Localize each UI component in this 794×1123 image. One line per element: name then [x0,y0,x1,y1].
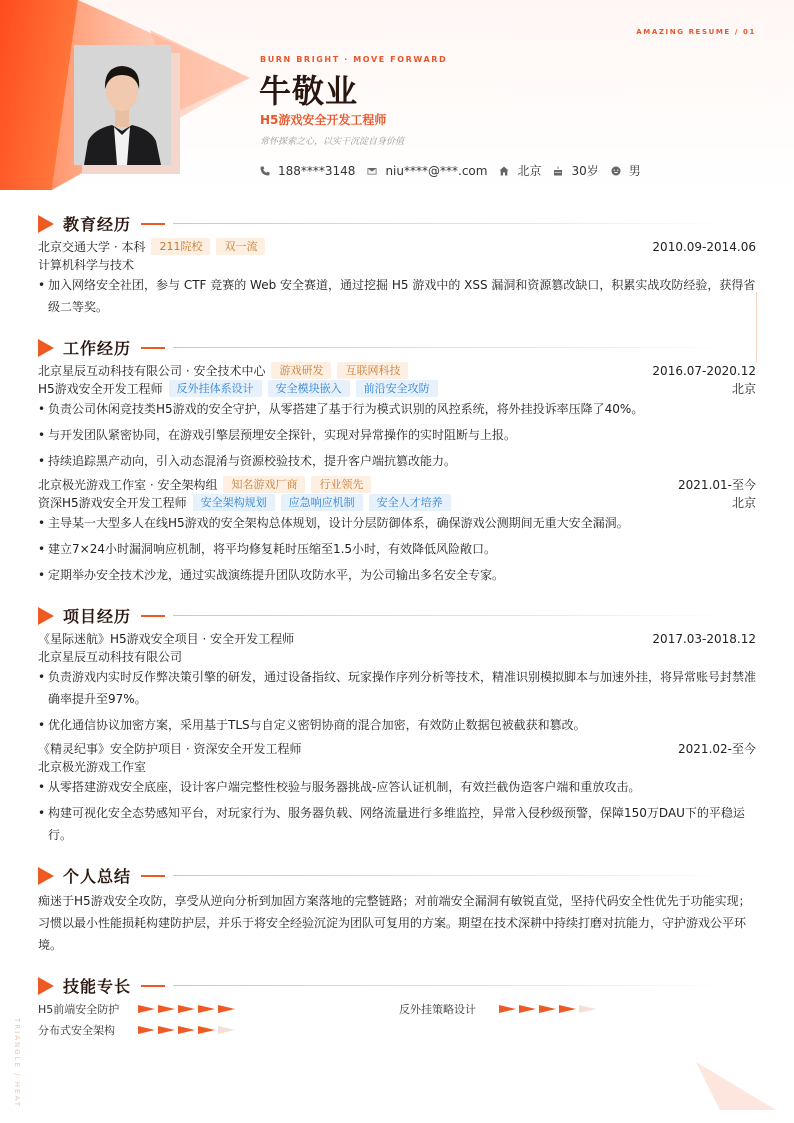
skill-level-triangle [579,1005,596,1013]
work-tag: 游戏研发 [271,362,331,379]
project-company: 北京星辰互动科技有限公司 [38,650,183,664]
section-dash [141,985,165,987]
skill-level-triangle [178,1026,195,1034]
section-flag-icon [38,867,54,885]
education-tag: 双一流 [216,238,265,255]
side-text: TRIANGLE / HEAT [13,1018,21,1108]
work-position: H5游戏安全开发工程师 [38,382,163,396]
profile-photo [74,45,171,165]
section-flag-icon [38,215,54,233]
mail-icon [367,166,377,176]
section-line [173,615,725,616]
skill-level-triangle [218,1026,235,1034]
education-major-row [38,256,756,273]
skill-level-triangle [198,1005,215,1013]
motto: BURN BRIGHT · MOVE FORWARD [260,55,448,64]
contact-email-text: niu****@***.com [385,163,488,178]
work-skill-tag: 安全人才培养 [369,494,451,511]
contact-list [260,162,653,179]
work-skill-tag: 反外挂体系设计 [169,380,262,397]
candidate-role: H5游戏安全开发工程师 [260,113,387,127]
corner-triangle-decoration [690,1060,794,1123]
slogan: 常怀探索之心，以实干沉淀自身价值 [260,137,405,147]
section-title-work [38,336,725,359]
work-bullet: • 负责公司休闲竞技类H5游戏的安全守护，从零搭建了基于行为模式识别的风控系统，将外挂投诉率压降了40%。 [38,398,756,420]
phone-icon [260,166,270,176]
skill-level [138,1026,238,1034]
top-tag: AMAZING RESUME / 01 [636,28,756,36]
side-divider [756,292,757,362]
skill-level-triangle [218,1005,235,1013]
section-title-education [38,212,725,235]
section-line [173,875,725,876]
skill-name: 分布式安全架构 [38,1024,115,1037]
project-company-row [38,648,756,665]
project-header [38,740,756,757]
skill-level-triangle [559,1005,576,1013]
project-bullet: • 构建可视化安全态势感知平台，对玩家行为、服务器负载、网络流量进行多维监控，异常入侵秒级预警，保障150万DAU下的平稳运行。 [38,802,756,846]
skill-level-triangle [539,1005,556,1013]
work-skill-tag: 前沿安全攻防 [356,380,438,397]
work-location: 北京 [731,382,756,396]
project-header [38,630,756,647]
section-line [173,223,725,224]
project-company-row [38,758,756,775]
skill-level [499,1005,599,1013]
summary-text: 痴迷于H5游戏安全攻防，享受从逆向分析到加固方案落地的完整链路；对前端安全漏洞有敏锐直觉，坚持代码安全性优先于功能实现；习惯以最小性能损耗构建防护层，并乐于将安全经验沉淀为团队可复用的方案。期望在技术深耕中持续打磨对抗能力，守护游戏公平环境。 [38,894,751,952]
work-bullet: • 与开发团队紧密协同，在游戏引擎层预埋安全探针，实现对异常操作的实时阻断与上报。 [38,424,756,446]
education-school: 北京交通大学 · 本科 [38,240,146,254]
work-tag: 知名游戏厂商 [223,476,305,493]
section-title-skills [38,974,725,997]
education-header [38,238,756,255]
section-dash [141,347,165,349]
work-header [38,476,756,493]
contact-phone-text: 188****3148 [278,163,356,178]
education-bullet: • 加入网络安全社团，参与 CTF 竞赛的 Web 安全赛道，通过挖掘 H5 游戏中的 XSS 漏洞和资源篡改缺口，积累实战攻防经验，获得省级二等奖。 [38,274,756,318]
section-title-summary [38,864,725,887]
work-skill-tag: 安全架构规划 [193,494,275,511]
skill-level-triangle [158,1005,175,1013]
skill-level-triangle [178,1005,195,1013]
section-title-text: 工作经历 [63,339,132,358]
section-flag-icon [38,607,54,625]
contact-city-text: 北京 [517,164,542,178]
project-date: 2021.02-至今 [678,742,756,756]
skill-level-triangle [138,1026,155,1034]
contact-age-text: 30岁 [571,164,599,178]
cake-icon [553,166,563,176]
section-dash [141,615,165,617]
work-company: 北京极光游戏工作室 · 安全架构组 [38,478,218,492]
education-tag: 211院校 [151,238,210,255]
work-date: 2021.01-至今 [678,478,756,492]
contact-phone [260,164,355,178]
contact-age [553,162,598,179]
contact-gender [611,162,641,179]
contact-gender-text: 男 [628,164,641,178]
section-title-text: 项目经历 [63,607,132,626]
skill-name: H5前端安全防护 [38,1003,120,1016]
section-line [173,347,725,348]
project-bullet: • 优化通信协议加密方案，采用基于TLS与自定义密钥协商的混合加密，有效防止数据包被截获和篡改。 [38,714,756,736]
skill-level-triangle [499,1005,516,1013]
work-tag: 行业领先 [311,476,371,493]
project-title: 《精灵纪事》安全防护项目 · 资深安全开发工程师 [38,742,302,756]
work-skill-tag: 安全模块嵌入 [268,380,350,397]
skill-level-triangle [158,1026,175,1034]
work-bullet: • 建立7×24小时漏洞响应机制，将平均修复耗时压缩至1.5小时，有效降低风险敞口。 [38,538,756,560]
skill-name: 反外挂策略设计 [399,1003,476,1016]
work-tag: 互联网科技 [337,362,408,379]
skill-item [38,1022,238,1038]
work-position-row [38,494,756,511]
contact-email [367,164,487,178]
home-icon [499,166,509,176]
contact-city [499,162,541,179]
section-dash [141,223,165,225]
work-position-row [38,380,756,397]
work-location: 北京 [731,496,756,510]
work-date: 2016.07-2020.12 [652,363,756,378]
project-company: 北京极光游戏工作室 [38,760,147,774]
section-line [173,985,725,986]
section-flag-icon [38,977,54,995]
work-header [38,362,756,379]
section-dash [141,875,165,877]
project-title: 《星际迷航》H5游戏安全项目 · 安全开发工程师 [38,632,295,646]
skill-item [38,1001,238,1017]
work-position: 资深H5游戏安全开发工程师 [38,496,187,510]
project-date: 2017.03-2018.12 [652,631,756,646]
work-bullet: • 持续追踪黑产动向，引入动态混淆与资源校验技术，提升客户端抗篡改能力。 [38,450,756,472]
education-date: 2010.09-2014.06 [652,239,756,254]
face-icon [611,166,621,176]
work-bullet: • 主导某一大型多人在线H5游戏的安全架构总体规划，设计分层防御体系，确保游戏公测期间无重大安全漏洞。 [38,512,756,534]
section-flag-icon [38,339,54,357]
work-company: 北京星辰互动科技有限公司 · 安全技术中心 [38,364,266,378]
project-bullet: • 从零搭建游戏安全底座，设计客户端完整性校验与服务器挑战-应答认证机制，有效拦截伪造客户端和重放攻击。 [38,776,756,798]
skill-level-triangle [138,1005,155,1013]
education-major: 计算机科学与技术 [38,258,135,272]
work-bullet: • 定期举办安全技术沙龙，通过实战演练提升团队攻防水平，为公司输出多名安全专家。 [38,564,756,586]
project-bullet: • 负责游戏内实时反作弊决策引擎的研发，通过设备指纹、玩家操作序列分析等技术，精准识别模拟脚本与加速外挂，将异常账号封禁准确率提升至97%。 [38,666,756,710]
candidate-name: 牛敬业 [259,72,359,110]
work-skill-tag: 应急响应机制 [281,494,363,511]
section-title-text: 教育经历 [63,215,132,234]
skill-level [138,1005,238,1013]
skill-level-triangle [198,1026,215,1034]
section-title-projects [38,604,725,627]
section-title-text: 个人总结 [63,867,132,886]
skill-level-triangle [519,1005,536,1013]
skill-item [399,1001,599,1017]
section-title-text: 技能专长 [63,977,132,996]
